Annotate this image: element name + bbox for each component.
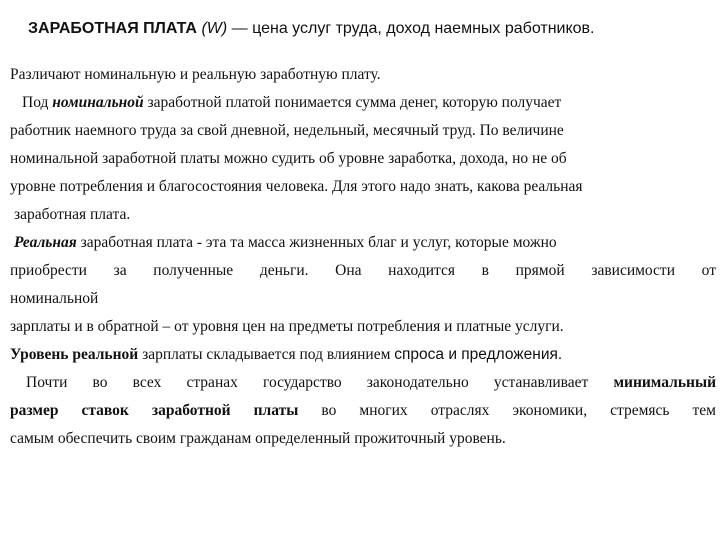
p2-line1 [14, 232, 716, 254]
p3-line3: самым обеспечить своим гражданам определенный прожиточный уровень. [10, 430, 506, 447]
slide-title [28, 17, 718, 41]
p2-line2: приобрести за полученные деньги. Она находится в прямой зависимости от [10, 262, 716, 279]
p2-line5 [10, 344, 716, 366]
p1-line5: заработная плата. [14, 206, 131, 223]
p1-lead: Под [22, 94, 53, 111]
p1-term: номинальной [52, 94, 144, 111]
intro-line: Различают номинальную и реальную заработную плату. [10, 66, 381, 83]
p1-line3: номинальной заработной платы можно судить об уровне заработка, дохода, но не об [10, 150, 567, 167]
title-symbol: (W) [201, 20, 228, 37]
p2-term: Реальная [14, 234, 77, 251]
p3-rest: во многих отраслях экономики, стремясь тем [298, 402, 716, 419]
p1-line2: работник наемного труда за свой дневной, недельный, месячный труд. По величине [10, 122, 564, 139]
p2-term2: Уровень реальной [10, 346, 139, 363]
p3-term1: минимальный [613, 374, 716, 391]
title-rest: — цена услуг труда, доход наемных работников. [227, 20, 595, 37]
title-term: ЗАРАБОТНАЯ ПЛАТА [28, 20, 197, 37]
p1-line1 [22, 92, 716, 114]
p1-rest: заработной платой понимается сумма денег, которую получает [143, 94, 562, 111]
p2-rest: заработная плата - эта та масса жизненных благ и услуг, которые можно [76, 234, 557, 251]
p2-mid: зарплаты складывается под влиянием [138, 346, 395, 363]
p2-sans: спроса и предложения. [394, 346, 563, 363]
p1-line4: уровне потребления и благосостояния человека. Для этого надо знать, какова реальная [10, 178, 583, 195]
p2-line4: зарплаты и в обратной – от уровня цен на предметы потребления и платные услуги. [10, 318, 564, 335]
p3-line2 [10, 400, 716, 422]
p3-line1 [26, 372, 716, 394]
p2-line3: номинальной [10, 290, 99, 307]
p3-term2: размер ставок заработной платы [10, 402, 299, 419]
p3-start: Почти во всех странах государство законодательно устанавливает [26, 374, 614, 391]
